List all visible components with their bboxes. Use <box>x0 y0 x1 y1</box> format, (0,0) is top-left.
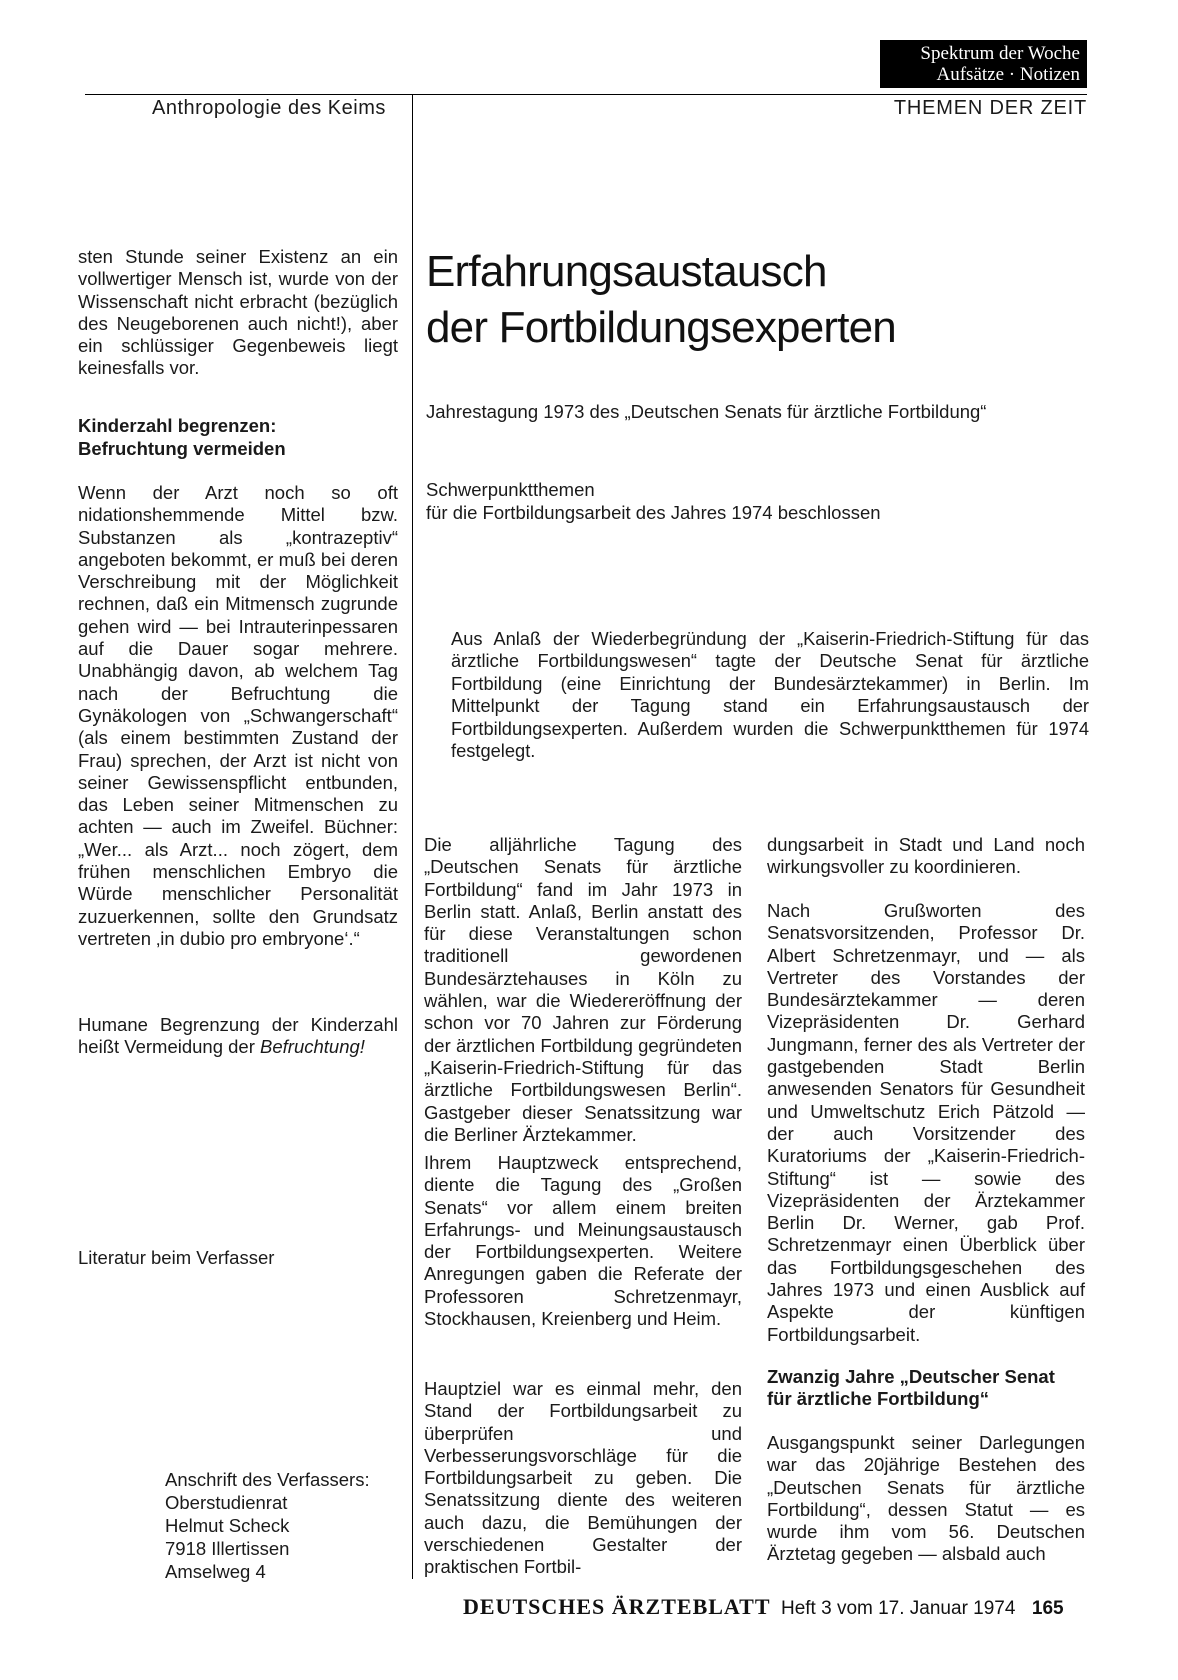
body-col1-paragraph-3: Hauptziel war es einmal mehr, den Stand der Fortbildungsarbeit zu überprüfen und Verbesserungsvorschläge für die Fortbildungsarbeit zu geben. Die Senatssitzung diente des weiteren auch dazu, die Bemühungen der verschiedenen Gestalter der praktischen Fortbil- <box>424 1378 742 1578</box>
left-column-paragraph-2: Wenn der Arzt noch so oft nidationshemmende Mittel bzw. Substanzen als „kontrazeptiv“ angeboten bekommt, er muß bei deren Verschreibung mit der Möglichkeit rechnen, daß ein Mitmensch zugrunde gehen wird — bei Intrauterinpessaren auf die Dauer sogar mehrere. Unabhängig davon, ab welchem Tag nach der Befruchtung die Gynäkologen von „Schwangerschaft“ (als einem bestimmten Zustand der Frau) sprechen, der Arzt ist nicht von seiner Gewissenspflicht entbunden, das Leben seiner Mitmenschen zu achten — auch im Zweifel. Büchner: „Wer... als Arzt... noch zögert, dem frühen menschlichen Embryo die Würde menschlicher Personalität zuzuerkennen, sollte den Grundsatz vertreten ‚in dubio pro embryone‘.“ <box>78 482 398 949</box>
issue-info: Heft 3 vom 17. Januar 1974 <box>780 1598 1016 1619</box>
section-badge <box>880 40 1087 88</box>
article-subtitle: Jahrestagung 1973 des „Deutschen Senats für ärztliche Fortbildung“ <box>426 401 987 422</box>
page-number: 165 <box>1031 1598 1064 1619</box>
body-col2-subheading: Zwanzig Jahre „Deutscher Senat für ärztliche Fortbildung“ <box>767 1366 1055 1410</box>
body-col1-paragraph-1: Die alljährliche Tagung des „Deutschen Senats für ärztliche Fortbildung“ fand im Jahr 1973 in Berlin statt. Anlaß, Berlin anstatt des für diese Veranstaltungen schon traditionell gewordenen Bundesärztehauses in Köln zu wählen, war die Wiedereröffnung der schon vor 70 Jahren zur Förderung der ärztlichen Fortbildung gegründeten „Kaiserin-Friedrich-Stiftung für das ärztliche Fortbildungswesen Berlin“. Gastgeber dieser Senatssitzung war die Berliner Ärztekammer. <box>424 834 742 1145</box>
journal-name: DEUTSCHES ÄRZTEBLATT <box>463 1594 771 1619</box>
body-col2-paragraph-1: dungsarbeit in Stadt und Land noch wirkungsvoller zu koordinieren. <box>767 834 1085 878</box>
left-column-paragraph-1: sten Stunde seiner Existenz an ein vollwertiger Mensch ist, wurde von der Wissenschaft nicht erbracht (bezüglich des Neugeborenen auch nicht!), aber ein schlüssiger Gegenbeweis liegt keinesfalls vor. <box>78 246 398 379</box>
column-divider <box>412 94 413 1579</box>
emphasis-text: Befruchtung! <box>260 1036 365 1058</box>
left-column-subheading: Kinderzahl begrenzen: Befruchtung vermeiden <box>78 415 286 459</box>
running-head-right: THEMEN DER ZEIT <box>893 97 1087 119</box>
literature-note: Literatur beim Verfasser <box>78 1247 275 1268</box>
header-rule <box>85 94 1087 95</box>
badge-line-1: Spektrum der Woche <box>920 43 1080 64</box>
left-column-paragraph-3: Humane Begrenzung der Kinderzahl heißt Vermeidung der Befruchtung! <box>78 1014 398 1058</box>
body-col2-paragraph-2: Nach Grußworten des Senatsvorsitzenden, Professor Dr. Albert Schretzenmayr, und — als Vertreter des Vorstandes der Bundesärztekammer — deren Vizepräsidenten Dr. Gerhard Jungmann, ferner des als Vertreter der gastgebenden Stadt Berlin anwesenden Senators für Gesundheit und Umweltschutz Erich Pätzold — der auch Vorsitzender des Kuratoriums der „Kaiserin-Friedrich-Stiftung“ ist — sowie des Vizepräsidenten der Ärztekammer Berlin Dr. Werner, gab Prof. Schretzenmayr einen Überblick über das Fortbildungsgeschehen des Jahres 1973 und einen Ausblick auf Aspekte der künftigen Fortbildungsarbeit. <box>767 900 1085 1345</box>
page-footer <box>463 1594 1064 1620</box>
article-topics: Schwerpunktthemen für die Fortbildungsarbeit des Jahres 1974 beschlossen <box>426 479 881 523</box>
running-head-left: Anthropologie des Keims <box>152 97 386 119</box>
body-col1-paragraph-2: Ihrem Hauptzweck entsprechend, diente die Tagung des „Großen Senats“ vor allem einem breiten Erfahrungs- und Meinungsaustausch der Fortbildungsexperten. Weitere Anregungen gaben die Referate der Professoren Schretzenmayr, Stockhausen, Kreienberg und Heim. <box>424 1152 742 1330</box>
badge-line-2: Aufsätze · Notizen <box>936 64 1080 85</box>
article-title: Erfahrungsaustausch der Fortbildungsexperten <box>426 247 896 352</box>
article-lead: Aus Anlaß der Wiederbegründung der „Kaiserin-Friedrich-Stiftung für das ärztliche Fortbildungswesen“ tagte der Deutsche Senat für ärztliche Fortbildung (eine Einrichtung der Bundesärztekammer) in Berlin. Im Mittelpunkt der Tagung stand ein Erfahrungsaustausch der Fortbildungsexperten. Außerdem wurden die Schwerpunktthemen für 1974 festgelegt. <box>451 628 1089 762</box>
body-col2-paragraph-3: Ausgangspunkt seiner Darlegungen war das 20jährige Bestehen des „Deutschen Senats für ärztliche Fortbildung“, dessen Statut — es wurde ihm vom 56. Deutschen Ärztetag gegeben — alsbald auch <box>767 1432 1085 1565</box>
author-address: Anschrift des Verfassers: Oberstudienrat Helmut Scheck 7918 Illertissen Amselweg 4 <box>165 1469 370 1582</box>
